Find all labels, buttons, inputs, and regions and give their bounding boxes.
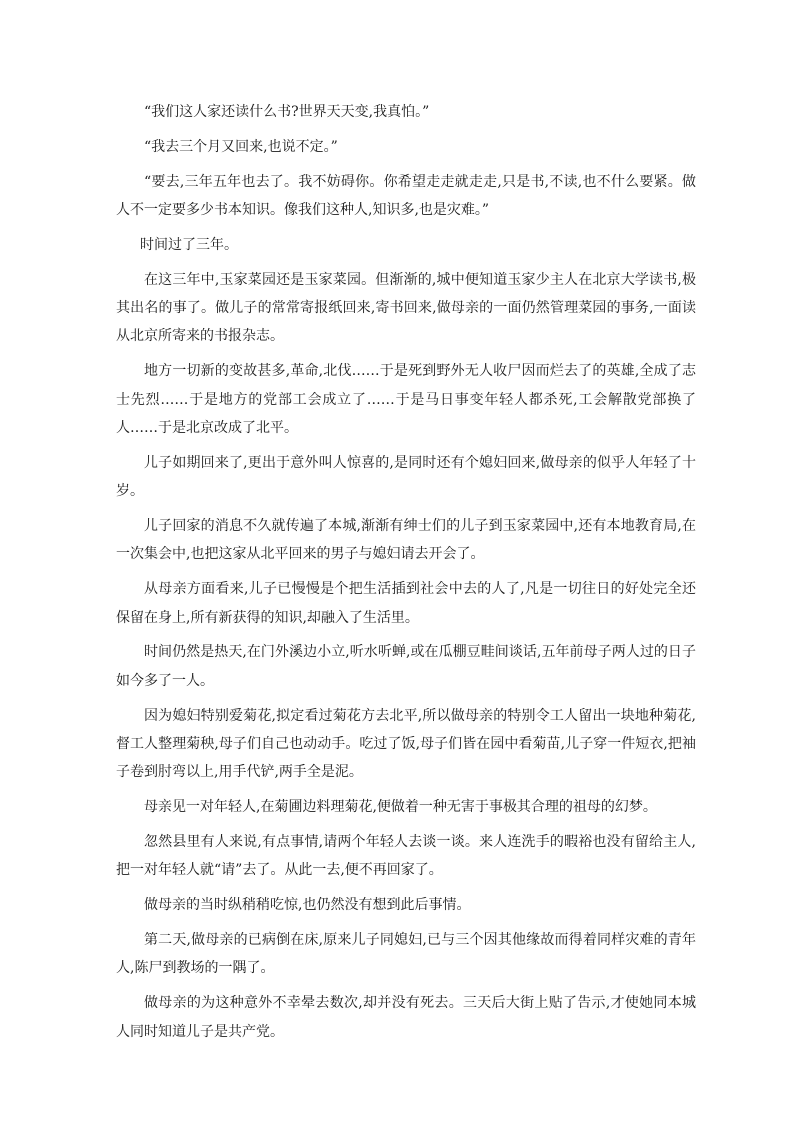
paragraph-6: 地方一切新的变故甚多,革命,北伐……于是死到野外无人收尸因而烂去了的英雄,全成了志士先烈……于是地方的党部工会成立了……于是马日事变年轻人都杀死,工会解散党部换了人……于是北京改成了北平。: [116, 363, 696, 437]
paragraph-15: 第二天,做母亲的已病倒在床,原来儿子同媳妇,已与三个因其他缘故而得着同样灾难的青年人,陈尸到教场的一隅了。: [116, 932, 696, 977]
paragraph-10: 时间仍然是热天,在门外溪边小立,听水听蝉,或在瓜棚豆畦间谈话,五年前母子两人过的日子如今多了一人。: [116, 644, 696, 689]
paragraph-14: 做母亲的当时纵稍稍吃惊,也仍然没有想到此后事情。: [144, 897, 471, 914]
paragraph-16: 做母亲的为这种意外不幸晕去数次,却并没有死去。三天后大街上贴了告示,才使她同本城人同时知道儿子是共产党。: [116, 995, 696, 1040]
paragraph-9: 从母亲方面看来,儿子已慢慢是个把生活插到社会中去的人了,凡是一切往日的好处完全还保留在身上,所有新获得的知识,却融入了生活里。: [116, 581, 696, 626]
paragraph-12: 母亲见一对年轻人,在菊圃边料理菊花,便做着一种无害于事极其合理的祖母的幻梦。: [144, 799, 657, 816]
paragraph-2: “我去三个月又回来,也说不定。”: [144, 138, 338, 155]
paragraph-7: 儿子如期回来了,更出于意外叫人惊喜的,是同时还有个媳妇回来,做母亲的似乎人年轻了十岁。: [116, 454, 696, 500]
document-body: [116, 98, 696, 1052]
paragraph-1: “我们这人家还读什么书?世界天天变,我真怕。”: [144, 104, 430, 120]
paragraph-5: 在这三年中,玉家菜园还是玉家菜园。但渐渐的,城中便知道玉家少主人在北京大学读书,极其出名的事了。做儿子的常常寄报纸回来,寄书回来,做母亲的一面仍然管理菜园的事务,一面读从北京所寄来的书报杂志。: [116, 271, 696, 345]
paragraph-8: 儿子回家的消息不久就传遍了本城,渐渐有绅士们的儿子到玉家菜园中,还有本地教育局,在一次集会中,也把这家从北平回来的男子与媳妇请去开会了。: [116, 518, 696, 563]
paragraph-4: 时间过了三年。: [140, 236, 238, 253]
paragraph-13: 忽然县里有人来说,有点事情,请两个年轻人去谈一谈。来人连洗手的暇裕也没有留给主人,把一对年轻人就“请”去了。从此一去,便不再回家了。: [116, 834, 696, 879]
paragraph-11: 因为媳妇特别爱菊花,拟定看过菊花方去北平,所以做母亲的特别令工人留出一块地种菊花,督工人整理菊秧,母子们自己也动动手。吃过了饭,母子们皆在园中看菊苗,儿子穿一件短衣,把袖子卷到肘弯以上,用手代铲,两手全是泥。: [116, 707, 696, 781]
paragraph-3: “要去,三年五年也去了。我不妨碍你。你希望走走就走走,只是书,不读,也不什么要紧。做人不一定要多少书本知识。像我们这种人,知识多,也是灾难。”: [116, 173, 696, 218]
